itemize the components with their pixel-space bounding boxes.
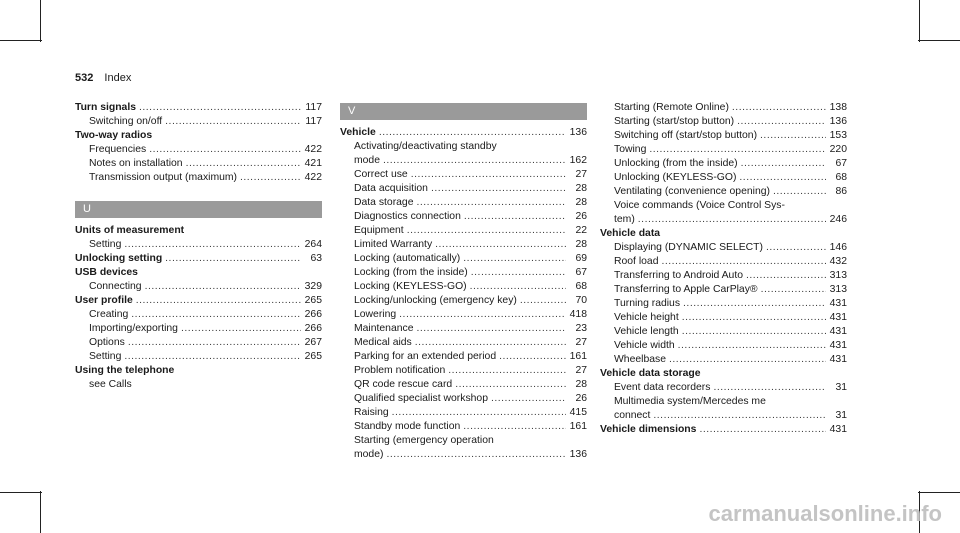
dot-leader bbox=[165, 252, 301, 266]
page-reference: 67 bbox=[575, 267, 587, 278]
page-reference: 28 bbox=[575, 239, 587, 250]
page-reference: 146 bbox=[829, 242, 847, 253]
page-reference: 265 bbox=[304, 295, 322, 306]
index-subentry-text: Starting (emergency operation bbox=[354, 435, 494, 446]
index-subentry bbox=[600, 185, 847, 199]
index-subentry bbox=[340, 168, 587, 182]
page-reference: 431 bbox=[829, 354, 847, 365]
dot-leader bbox=[379, 126, 566, 140]
index-subentry bbox=[75, 143, 322, 157]
dot-leader bbox=[149, 143, 301, 157]
page-reference: 28 bbox=[575, 379, 587, 390]
dot-leader bbox=[145, 280, 301, 294]
index-heading: Vehicle data bbox=[600, 228, 661, 239]
page-reference: 264 bbox=[304, 239, 322, 250]
dot-leader bbox=[128, 336, 301, 350]
entry-label: Event data recorders bbox=[614, 382, 711, 393]
page-reference: 313 bbox=[829, 284, 847, 295]
page-reference: 63 bbox=[310, 253, 322, 264]
index-subentry bbox=[340, 420, 587, 434]
page-reference: 23 bbox=[575, 323, 587, 334]
entry-label: Vehicle width bbox=[614, 340, 675, 351]
entry-label: Displaying (DYNAMIC SELECT) bbox=[614, 242, 763, 253]
page-reference: 220 bbox=[829, 144, 847, 155]
dot-leader bbox=[699, 423, 826, 437]
page-reference: 69 bbox=[575, 253, 587, 264]
entry-label: Correct use bbox=[354, 169, 408, 180]
page-reference: 422 bbox=[304, 172, 322, 183]
dot-leader bbox=[638, 213, 826, 227]
entry-label: Unlocking (from the inside) bbox=[614, 158, 738, 169]
page-reference: 68 bbox=[835, 172, 847, 183]
index-subentry bbox=[340, 224, 587, 238]
index-subentry bbox=[600, 115, 847, 129]
page-reference: 418 bbox=[569, 309, 587, 320]
entry-label: Unlocking setting bbox=[75, 253, 163, 264]
dot-leader bbox=[463, 420, 566, 434]
dot-leader bbox=[415, 336, 566, 350]
page-reference: 22 bbox=[575, 225, 587, 236]
page-reference: 161 bbox=[569, 421, 587, 432]
index-heading: Vehicle data storage bbox=[600, 368, 701, 379]
page-reference: 28 bbox=[575, 183, 587, 194]
entry-label: Creating bbox=[89, 309, 129, 320]
page-reference: 431 bbox=[829, 312, 847, 323]
dot-leader bbox=[124, 350, 301, 364]
index-subentry bbox=[340, 280, 587, 294]
entry-label: Frequencies bbox=[89, 144, 147, 155]
page-reference: 28 bbox=[575, 197, 587, 208]
dot-leader bbox=[136, 294, 301, 308]
dot-leader bbox=[392, 406, 566, 420]
index-heading: Using the telephone bbox=[75, 365, 175, 376]
entry-label: Ventilating (convenience opening) bbox=[614, 186, 770, 197]
page-reference: 431 bbox=[829, 340, 847, 351]
dot-leader bbox=[470, 280, 566, 294]
dot-leader bbox=[435, 238, 566, 252]
dot-leader bbox=[669, 353, 826, 367]
index-subentry bbox=[340, 252, 587, 266]
dot-leader bbox=[471, 266, 566, 280]
index-subentry bbox=[75, 280, 322, 294]
index-heading-entry bbox=[600, 423, 847, 437]
page-reference: 266 bbox=[304, 309, 322, 320]
dot-leader bbox=[520, 294, 566, 308]
page-reference: 136 bbox=[569, 127, 587, 138]
index-subentry bbox=[340, 448, 587, 462]
dot-leader bbox=[682, 325, 826, 339]
entry-label: tem) bbox=[614, 214, 635, 225]
entry-label: Options bbox=[89, 337, 125, 348]
entry-label: connect bbox=[614, 410, 651, 421]
dot-leader bbox=[649, 143, 826, 157]
index-heading-entry bbox=[340, 126, 587, 140]
page-reference: 26 bbox=[575, 211, 587, 222]
entry-label: Standby mode function bbox=[354, 421, 461, 432]
page-reference: 27 bbox=[575, 169, 587, 180]
index-subentry bbox=[340, 294, 587, 308]
entry-label: Vehicle dimensions bbox=[600, 424, 697, 435]
dot-leader bbox=[431, 182, 566, 196]
page-header bbox=[75, 72, 131, 84]
page-reference: 329 bbox=[304, 281, 322, 292]
crop-mark bbox=[40, 0, 41, 42]
crop-mark bbox=[0, 492, 42, 493]
entry-label: Vehicle length bbox=[614, 326, 679, 337]
page-reference: 421 bbox=[304, 158, 322, 169]
dot-leader bbox=[713, 381, 826, 395]
entry-label: Roof load bbox=[614, 256, 659, 267]
index-subentry bbox=[75, 308, 322, 322]
index-subentry bbox=[600, 269, 847, 283]
dot-leader bbox=[165, 115, 301, 129]
entry-label: Vehicle bbox=[340, 127, 376, 138]
index-heading: Units of measurement bbox=[75, 225, 185, 236]
entry-label: Unlocking (KEYLESS-GO) bbox=[614, 172, 737, 183]
dot-leader bbox=[682, 311, 826, 325]
entry-label: QR code rescue card bbox=[354, 379, 453, 390]
watermark: carmanualsonline.info bbox=[708, 501, 942, 526]
index-subentry bbox=[340, 182, 587, 196]
index-subentry-text: Activating/deactivating standby bbox=[354, 141, 497, 152]
index-subentry-text: Multimedia system/Mercedes me bbox=[614, 396, 766, 407]
index-subentry bbox=[75, 157, 322, 171]
page-reference: 266 bbox=[304, 323, 322, 334]
index-heading: Two-way radios bbox=[75, 130, 153, 141]
index-subentry bbox=[600, 171, 847, 185]
entry-label: Setting bbox=[89, 351, 122, 362]
index-heading-entry bbox=[75, 294, 322, 308]
page-reference: 431 bbox=[829, 326, 847, 337]
entry-label: Vehicle height bbox=[614, 312, 679, 323]
dot-leader bbox=[463, 252, 566, 266]
entry-label: Transmission output (maximum) bbox=[89, 172, 238, 183]
entry-label: Starting (Remote Online) bbox=[614, 102, 729, 113]
entry-label: Limited Warranty bbox=[354, 239, 433, 250]
entry-label: Data storage bbox=[354, 197, 414, 208]
index-subentry bbox=[600, 297, 847, 311]
page-reference: 422 bbox=[304, 144, 322, 155]
index-subentry bbox=[340, 154, 587, 168]
dot-leader bbox=[464, 210, 566, 224]
dot-leader bbox=[417, 196, 567, 210]
dot-leader bbox=[386, 448, 566, 462]
dot-leader bbox=[653, 409, 826, 423]
index-subentry bbox=[600, 325, 847, 339]
entry-label: Importing/exporting bbox=[89, 323, 178, 334]
dot-leader bbox=[407, 224, 566, 238]
letter-section-bar: U bbox=[75, 201, 322, 218]
entry-label: Switching off (start/stop button) bbox=[614, 130, 758, 141]
page-reference: 31 bbox=[835, 382, 847, 393]
dot-leader bbox=[739, 171, 826, 185]
index-subentry bbox=[600, 241, 847, 255]
page-title: Index bbox=[104, 72, 132, 84]
dot-leader bbox=[737, 115, 826, 129]
dot-leader bbox=[455, 378, 566, 392]
index-subentry bbox=[75, 336, 322, 350]
page-reference: 26 bbox=[575, 393, 587, 404]
index-subentry bbox=[600, 213, 847, 227]
index-subentry bbox=[600, 339, 847, 353]
index-column-3 bbox=[600, 101, 847, 437]
dot-leader bbox=[139, 101, 301, 115]
index-subentry bbox=[340, 196, 587, 210]
dot-leader bbox=[131, 308, 301, 322]
entry-label: mode) bbox=[354, 449, 384, 460]
index-subentry bbox=[340, 238, 587, 252]
entry-label: Data acquisition bbox=[354, 183, 428, 194]
dot-leader bbox=[746, 269, 826, 283]
crop-mark bbox=[40, 491, 41, 533]
dot-leader bbox=[661, 255, 826, 269]
dot-leader bbox=[186, 157, 301, 171]
index-heading-entry bbox=[75, 252, 322, 266]
page-reference: 431 bbox=[829, 298, 847, 309]
index-subentry bbox=[75, 171, 322, 185]
index-subentry bbox=[340, 378, 587, 392]
page-reference: 117 bbox=[305, 116, 322, 127]
index-heading: USB devices bbox=[75, 267, 138, 278]
page-reference: 432 bbox=[829, 256, 847, 267]
index-subentry bbox=[600, 353, 847, 367]
page-reference: 153 bbox=[829, 130, 847, 141]
dot-leader bbox=[399, 308, 566, 322]
entry-label: Setting bbox=[89, 239, 122, 250]
page-reference: 70 bbox=[575, 295, 587, 306]
page-reference: 415 bbox=[569, 407, 587, 418]
page-reference: 246 bbox=[829, 214, 847, 225]
entry-label: Diagnostics connection bbox=[354, 211, 461, 222]
index-subentry bbox=[75, 238, 322, 252]
dot-leader bbox=[683, 297, 826, 311]
letter-section-bar: V bbox=[340, 103, 587, 120]
entry-label: Raising bbox=[354, 407, 389, 418]
entry-label: Starting (start/stop button) bbox=[614, 116, 735, 127]
dot-leader bbox=[411, 168, 566, 182]
index-subentry bbox=[600, 255, 847, 269]
dot-leader bbox=[773, 185, 826, 199]
entry-label: Switching on/off bbox=[89, 116, 163, 127]
index-subentry bbox=[340, 406, 587, 420]
dot-leader bbox=[491, 392, 566, 406]
page-reference: 313 bbox=[829, 270, 847, 281]
index-column-1 bbox=[75, 101, 322, 392]
entry-label: Locking/unlocking (emergency key) bbox=[354, 295, 517, 306]
entry-label: Turn signals bbox=[75, 102, 137, 113]
index-subentry bbox=[75, 115, 322, 129]
entry-label: mode bbox=[354, 155, 380, 166]
entry-label: Transferring to Apple CarPlay® bbox=[614, 284, 758, 295]
dot-leader bbox=[240, 171, 301, 185]
index-subentry bbox=[340, 364, 587, 378]
page-reference: 138 bbox=[829, 102, 847, 113]
dot-leader bbox=[124, 238, 301, 252]
entry-label: Locking (KEYLESS-GO) bbox=[354, 281, 467, 292]
entry-label: Problem notification bbox=[354, 365, 446, 376]
entry-label: Parking for an extended period bbox=[354, 351, 497, 362]
crop-mark bbox=[0, 40, 42, 41]
index-subentry bbox=[75, 322, 322, 336]
dot-leader bbox=[761, 283, 826, 297]
entry-label: Wheelbase bbox=[614, 354, 666, 365]
page-reference: 431 bbox=[829, 424, 847, 435]
index-subentry bbox=[75, 350, 322, 364]
dot-leader bbox=[181, 322, 301, 336]
index-subentry bbox=[600, 143, 847, 157]
page-reference: 161 bbox=[569, 351, 587, 362]
page-reference: 136 bbox=[829, 116, 847, 127]
entry-label: Turning radius bbox=[614, 298, 681, 309]
dot-leader bbox=[760, 129, 826, 143]
page-reference: 267 bbox=[304, 337, 322, 348]
index-column-2 bbox=[340, 101, 587, 462]
entry-label: Notes on installation bbox=[89, 158, 183, 169]
entry-label: User profile bbox=[75, 295, 133, 306]
entry-label: Maintenance bbox=[354, 323, 414, 334]
dot-leader bbox=[732, 101, 826, 115]
index-heading-entry bbox=[75, 101, 322, 115]
index-subentry bbox=[340, 350, 587, 364]
index-subentry bbox=[340, 308, 587, 322]
crop-mark bbox=[918, 492, 960, 493]
dot-leader bbox=[417, 322, 567, 336]
index-subentry bbox=[600, 157, 847, 171]
page-reference: 265 bbox=[304, 351, 322, 362]
index-subentry bbox=[600, 283, 847, 297]
index-subentry bbox=[600, 381, 847, 395]
index-subentry bbox=[340, 210, 587, 224]
index-subentry-text: see Calls bbox=[89, 379, 132, 390]
page-reference: 162 bbox=[569, 155, 587, 166]
dot-leader bbox=[448, 364, 566, 378]
entry-label: Medical aids bbox=[354, 337, 412, 348]
crop-mark bbox=[919, 0, 920, 42]
entry-label: Lowering bbox=[354, 309, 397, 320]
index-subentry bbox=[340, 322, 587, 336]
page-reference: 136 bbox=[569, 449, 587, 460]
page-reference: 27 bbox=[575, 365, 587, 376]
page-number: 532 bbox=[75, 72, 94, 84]
index-subentry bbox=[340, 392, 587, 406]
page-reference: 67 bbox=[835, 158, 847, 169]
page-reference: 68 bbox=[575, 281, 587, 292]
index-subentry bbox=[600, 409, 847, 423]
page-reference: 117 bbox=[305, 102, 322, 113]
index-subentry bbox=[340, 266, 587, 280]
entry-label: Transferring to Android Auto bbox=[614, 270, 743, 281]
page-reference: 31 bbox=[835, 410, 847, 421]
entry-label: Locking (from the inside) bbox=[354, 267, 468, 278]
entry-label: Connecting bbox=[89, 281, 142, 292]
dot-leader bbox=[766, 241, 826, 255]
page-reference: 86 bbox=[835, 186, 847, 197]
index-subentry bbox=[600, 101, 847, 115]
crop-mark bbox=[918, 40, 960, 41]
dot-leader bbox=[383, 154, 566, 168]
entry-label: Towing bbox=[614, 144, 647, 155]
entry-label: Locking (automatically) bbox=[354, 253, 461, 264]
dot-leader bbox=[678, 339, 826, 353]
entry-label: Equipment bbox=[354, 225, 404, 236]
index-subentry bbox=[340, 336, 587, 350]
dot-leader bbox=[741, 157, 826, 171]
index-subentry bbox=[600, 311, 847, 325]
index-subentry bbox=[600, 129, 847, 143]
index-subentry-text: Voice commands (Voice Control Sys- bbox=[614, 200, 785, 211]
entry-label: Qualified specialist workshop bbox=[354, 393, 488, 404]
page-reference: 27 bbox=[575, 337, 587, 348]
dot-leader bbox=[499, 350, 566, 364]
